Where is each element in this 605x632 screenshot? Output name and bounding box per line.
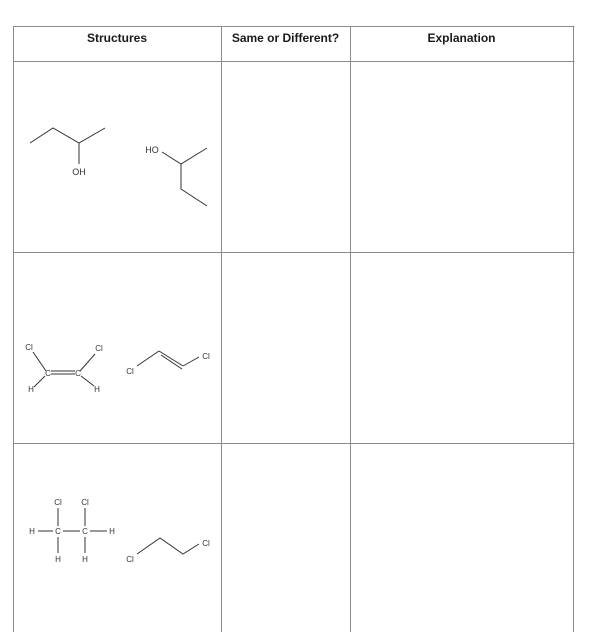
row-3-h-right: H xyxy=(109,527,115,536)
row-2-cl-top-left: Cl xyxy=(25,343,33,352)
row-2-explanation-cell[interactable] xyxy=(351,253,573,443)
row-1-oh-label: OH xyxy=(72,167,86,177)
row-2-h-right: H xyxy=(94,385,100,394)
row-3-right-skeletal xyxy=(137,538,199,554)
row-1-left-skeletal xyxy=(30,128,105,164)
row-3-h-bottom-1: H xyxy=(55,555,61,564)
row-1-structures xyxy=(13,62,221,252)
row-3-cl-2: Cl xyxy=(81,498,89,507)
row-1-ho-label: HO xyxy=(145,145,159,155)
row-2-c1: C xyxy=(45,369,51,378)
row-2-left-lewis xyxy=(33,352,95,387)
row-2-cl-top-right: Cl xyxy=(95,344,103,353)
header-explanation: Explanation xyxy=(427,31,496,45)
row-3-h-left: H xyxy=(29,527,35,536)
row-1-right-skeletal xyxy=(162,148,207,206)
row-2-right-skeletal xyxy=(137,351,199,369)
row-3-explanation-cell[interactable] xyxy=(351,444,573,632)
comparison-worksheet-table xyxy=(13,26,575,632)
header-structures: Structures xyxy=(86,31,148,45)
row-3-cl-right: Cl xyxy=(202,539,210,548)
row-3-left-lewis xyxy=(38,508,107,553)
row-3-cl-1: Cl xyxy=(54,498,62,507)
row-3-c2: C xyxy=(82,527,88,536)
row-3-cl-left: Cl xyxy=(126,555,134,564)
header-same-or-different: Same or Different? xyxy=(231,31,340,45)
row-1-explanation-cell[interactable] xyxy=(351,62,573,252)
row-2-same-or-different-cell[interactable] xyxy=(222,253,350,443)
row-2-h-left: H xyxy=(28,385,34,394)
row-1-same-or-different-cell[interactable] xyxy=(222,62,350,252)
row-2-cl-left: Cl xyxy=(126,367,134,376)
row-3-c1: C xyxy=(55,527,61,536)
row-2-cl-right: Cl xyxy=(202,352,210,361)
row-3-same-or-different-cell[interactable] xyxy=(222,444,350,632)
row-3-h-bottom-2: H xyxy=(82,555,88,564)
row-2-structures xyxy=(13,253,221,443)
row-2-c2: C xyxy=(75,369,81,378)
row-3-structures xyxy=(13,444,221,632)
